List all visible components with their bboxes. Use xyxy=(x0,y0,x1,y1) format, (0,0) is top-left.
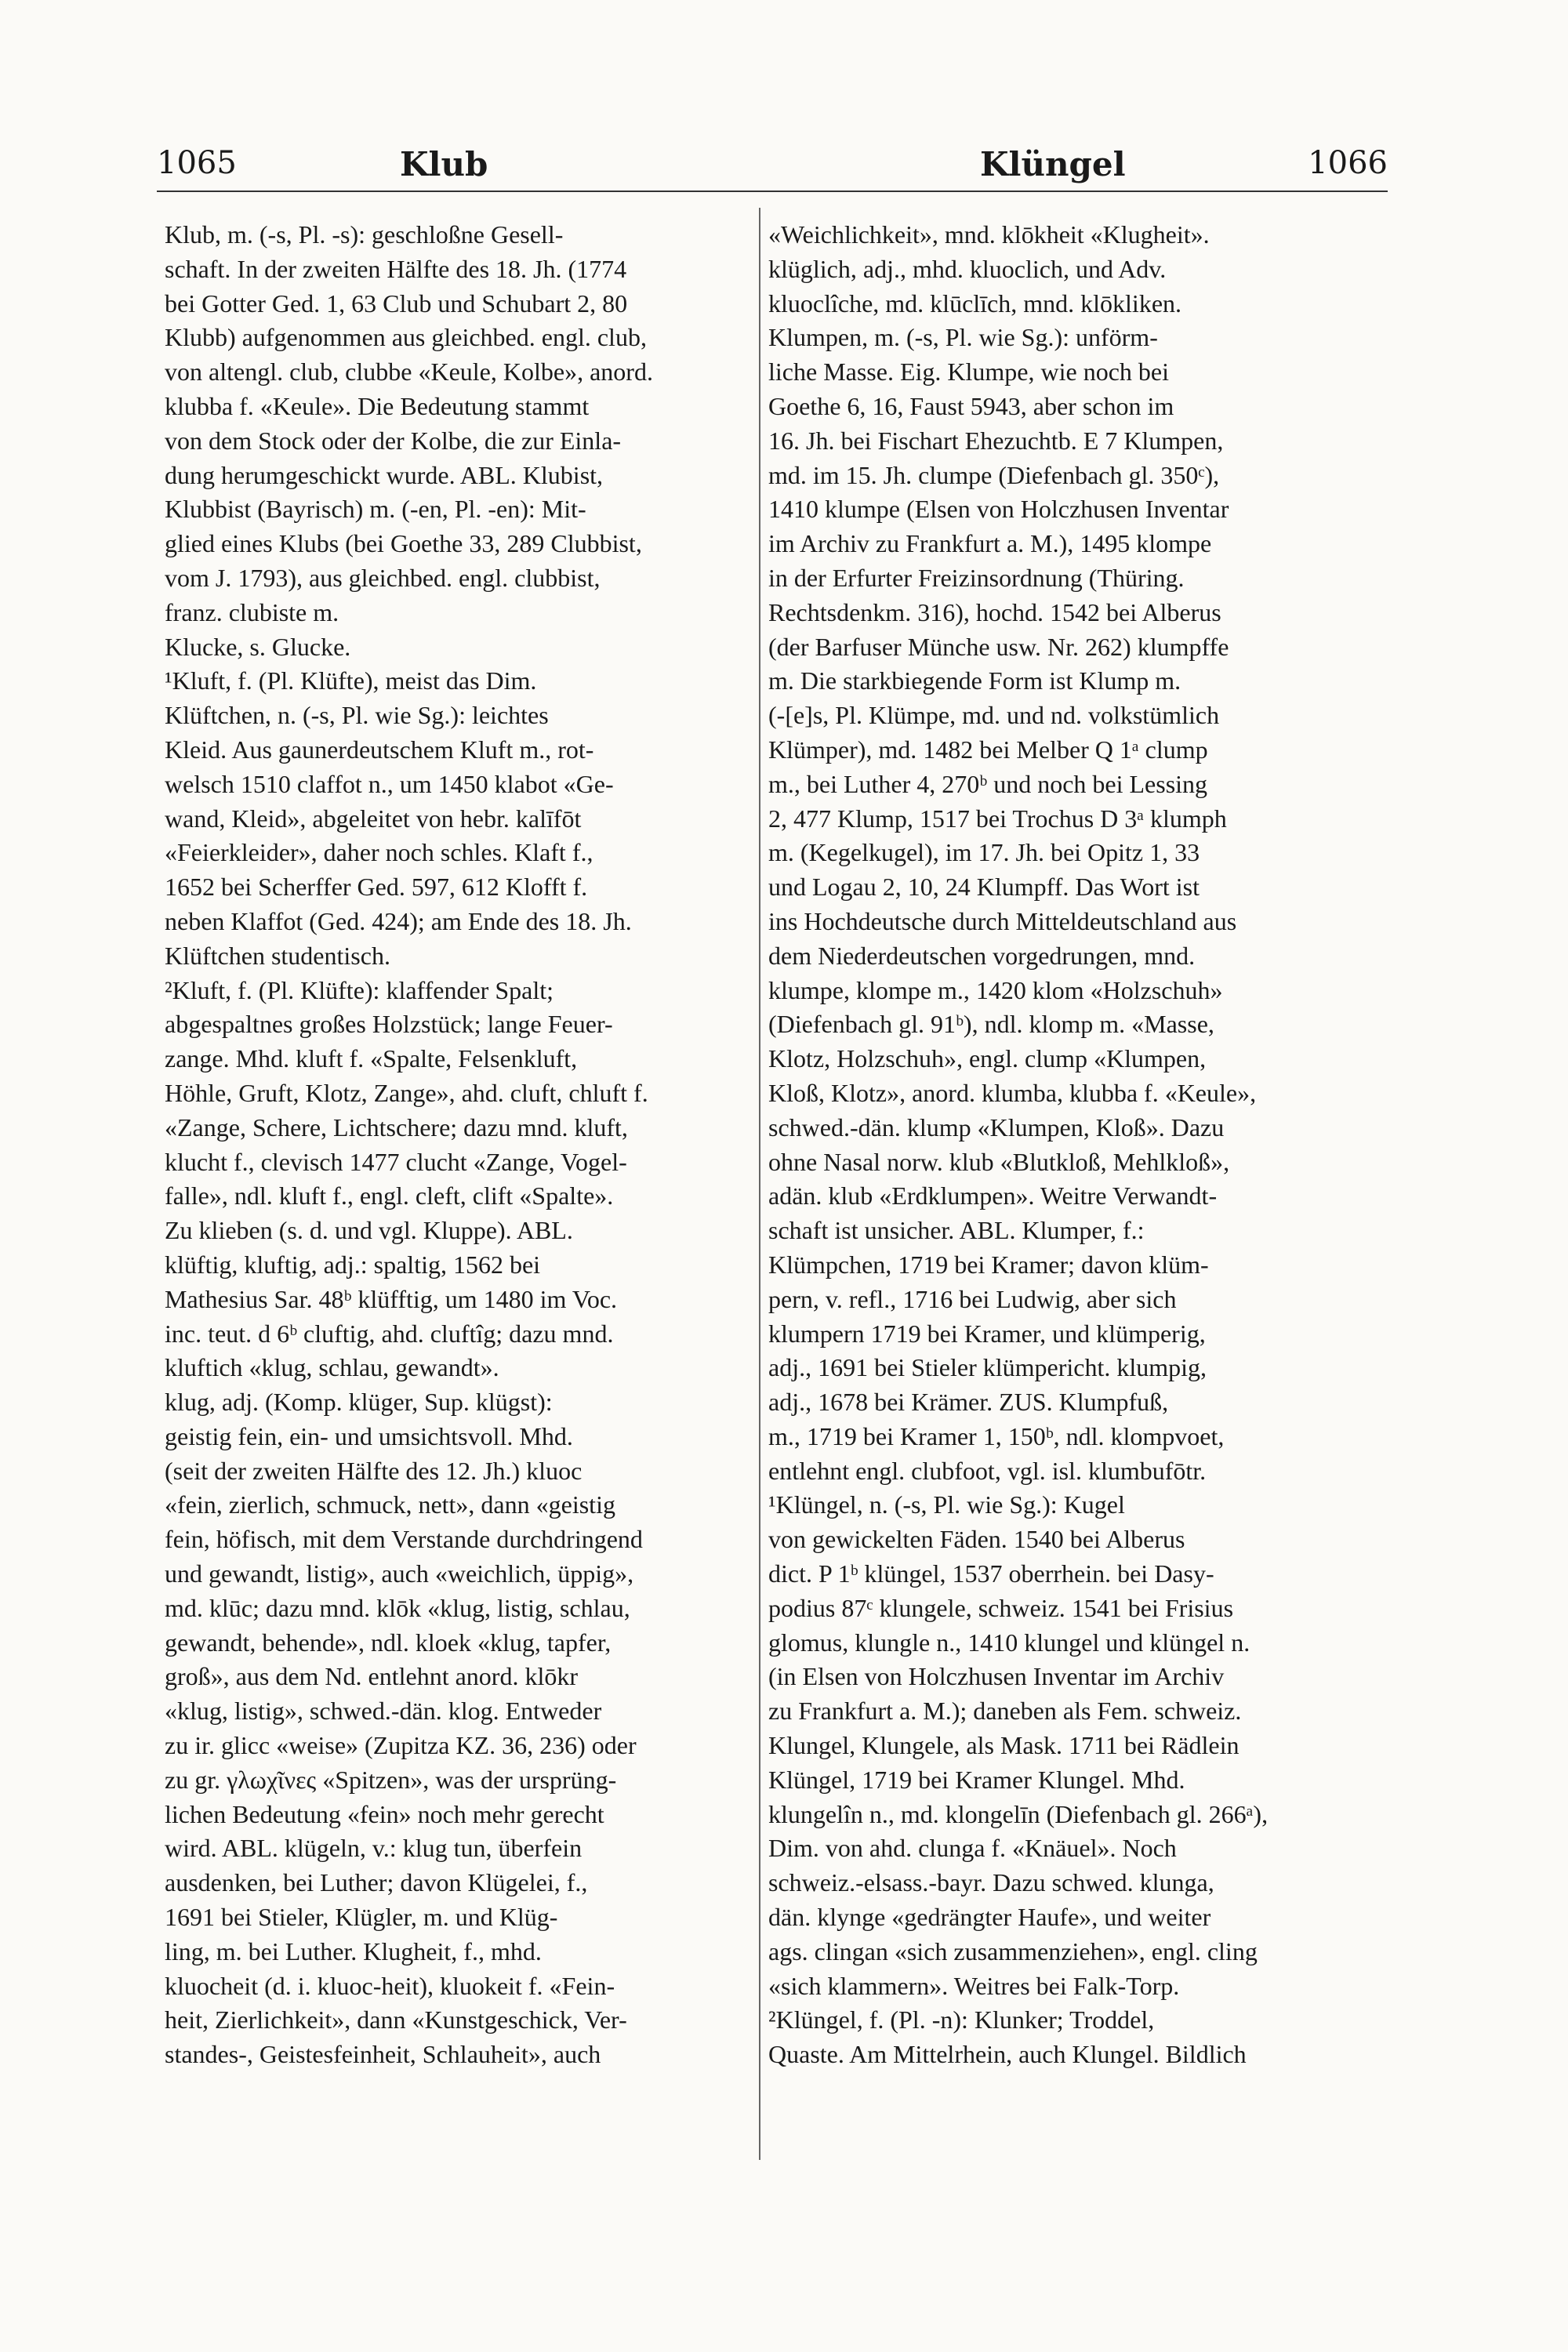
text-line: gewandt, behende», ndl. kloek «klug, tapfer, xyxy=(165,1628,612,1657)
text-line: ¹Kluft, f. (Pl. Klüfte), meist das Dim. xyxy=(165,666,537,695)
text-line: Klubbist (Bayrisch) m. (-en, Pl. -en): Mit- xyxy=(165,495,586,524)
text-line: md. klūc; dazu mnd. klōk «klug, listig, schlau, xyxy=(165,1593,630,1622)
text-line: Klümper), md. 1482 bei Melber Q 1ᵃ clump xyxy=(768,735,1208,764)
text-line: Zu klieben (s. d. und vgl. Kluppe). ABL. xyxy=(165,1216,573,1245)
text-line: (Diefenbach gl. 91ᵇ), ndl. klomp m. «Masse, xyxy=(768,1010,1214,1039)
text-line: zange. Mhd. kluft f. «Spalte, Felsenkluft, xyxy=(165,1044,578,1073)
text-line: franz. clubiste m. xyxy=(165,597,339,626)
text-line: wird. ABL. klügeln, v.: klug tun, überfein xyxy=(165,1834,583,1863)
text-line: dem Niederdeutschen vorgedrungen, mnd. xyxy=(768,941,1196,970)
text-line: klungelîn n., md. klongelīn (Diefenbach gl. 266ᵃ), xyxy=(768,1799,1269,1828)
text-line: ling, m. bei Luther. Klugheit, f., mhd. xyxy=(165,1936,542,1965)
text-line: und gewandt, listig», auch «weichlich, üppig», xyxy=(165,1559,634,1588)
text-line: «Feierkleider», daher noch schles. Klaft f., xyxy=(165,838,593,867)
text-line: Klumpen, m. (-s, Pl. wie Sg.): unförm- xyxy=(768,323,1158,352)
text-line: pern, v. refl., 1716 bei Ludwig, aber sich xyxy=(768,1284,1177,1313)
text-line: lichen Bedeutung «fein» noch mehr gerecht xyxy=(165,1799,604,1828)
text-line: dict. P 1ᵇ klüngel, 1537 oberrhein. bei Dasy- xyxy=(768,1559,1214,1588)
text-line: «klug, listig», schwed.-dän. klog. Entweder xyxy=(165,1697,602,1726)
text-line: und Logau 2, 10, 24 Klumpff. Das Wort ist xyxy=(768,873,1200,902)
text-line: von dem Stock oder der Kolbe, die zur Einla- xyxy=(165,426,622,455)
text-line: Klungel, Klungele, als Mask. 1711 bei Rädlein xyxy=(768,1731,1240,1760)
left-page-number: 1065 xyxy=(157,145,237,181)
text-line: m., 1719 bei Kramer 1, 150ᵇ, ndl. klompvoet, xyxy=(768,1421,1225,1450)
text-line: adj., 1678 bei Krämer. ZUS. Klumpfuß, xyxy=(768,1388,1169,1417)
text-line: ausdenken, bei Luther; davon Klügelei, f., xyxy=(165,1868,588,1897)
text-line: Kleid. Aus gaunerdeutschem Kluft m., rot- xyxy=(165,735,594,764)
column-divider xyxy=(759,208,760,2160)
text-line: ohne Nasal norw. klub «Blutkloß, Mehlkloß», xyxy=(768,1147,1230,1176)
text-line: groß», aus dem Nd. entlehnt anord. klōkr xyxy=(165,1662,578,1691)
text-line: zu ir. glicc «weise» (Zupitza KZ. 36, 236) oder xyxy=(165,1731,637,1760)
text-line: klubba f. «Keule». Die Bedeutung stammt xyxy=(165,391,590,420)
text-line: Kloß, Klotz», anord. klumba, klubba f. «Keule», xyxy=(768,1078,1257,1107)
text-line: klucht f., clevisch 1477 clucht «Zange, Vogel- xyxy=(165,1147,627,1176)
left-column xyxy=(165,218,743,2072)
text-line: zu Frankfurt a. M.); daneben als Fem. schweiz. xyxy=(768,1697,1242,1726)
text-line: (in Elsen von Holczhusen Inventar im Archiv xyxy=(768,1662,1225,1691)
text-line: 16. Jh. bei Fischart Ehezuchtb. E 7 Klumpen, xyxy=(768,426,1224,455)
text-line: Goethe 6, 16, Faust 5943, aber schon im xyxy=(768,391,1174,420)
text-line: ²Klüngel, f. (Pl. -n): Klunker; Troddel, xyxy=(768,2005,1155,2034)
text-line: abgespaltnes großes Holzstück; lange Feuer- xyxy=(165,1010,613,1039)
text-line: schweiz.-elsass.-bayr. Dazu schwed. klunga, xyxy=(768,1868,1214,1897)
text-line: Klubb) aufgenommen aus gleichbed. engl. club, xyxy=(165,323,647,352)
text-line: klüftig, kluftig, adj.: spaltig, 1562 bei xyxy=(165,1250,541,1279)
text-line: adj., 1691 bei Stieler klümpericht. klumpig, xyxy=(768,1353,1207,1382)
text-line: wand, Kleid», abgeleitet von hebr. kalīfōt xyxy=(165,804,582,833)
page-header xyxy=(157,129,1388,184)
text-line: «fein, zierlich, schmuck, nett», dann «geistig xyxy=(165,1490,615,1519)
right-column xyxy=(768,218,1347,2072)
text-line: kluftich «klug, schlau, gewandt». xyxy=(165,1353,499,1382)
text-line: glied eines Klubs (bei Goethe 33, 289 Clubbist, xyxy=(165,529,642,558)
text-line: vom J. 1793), aus gleichbed. engl. clubbist, xyxy=(165,563,601,592)
text-line: geistig fein, ein- und umsichtsvoll. Mhd. xyxy=(165,1421,573,1450)
text-line: kluoclîche, md. klūclīch, mnd. klōkliken. xyxy=(768,289,1182,318)
text-line: m. Die starkbiegende Form ist Klump m. xyxy=(768,666,1181,695)
text-line: ags. clingan «sich zusammenziehen», engl. cling xyxy=(768,1936,1258,1965)
text-line: inc. teut. d 6ᵇ cluftig, ahd. cluftîg; dazu mnd. xyxy=(165,1319,614,1348)
text-line: im Archiv zu Frankfurt a. M.), 1495 klompe xyxy=(768,529,1212,558)
text-line: «Weichlichkeit», mnd. klōkheit «Klugheit». xyxy=(768,220,1210,249)
text-line: bei Gotter Ged. 1, 63 Club und Schubart 2, 80 xyxy=(165,289,628,318)
text-line: Klotz, Holzschuh», engl. clump «Klumpen, xyxy=(768,1044,1207,1073)
text-line: m. (Kegelkugel), im 17. Jh. bei Opitz 1, 33 xyxy=(768,838,1200,867)
text-line: standes-, Geistesfeinheit, Schlauheit», auch xyxy=(165,2040,601,2069)
text-line: klüglich, adj., mhd. kluoclich, und Adv. xyxy=(768,254,1167,283)
text-line: falle», ndl. kluft f., engl. cleft, clift «Spalte». xyxy=(165,1181,614,1210)
header-rule xyxy=(157,191,1388,192)
text-line: klumpern 1719 bei Kramer, und klümperig, xyxy=(768,1319,1206,1348)
text-line: welsch 1510 claffot n., um 1450 klabot «Ge- xyxy=(165,769,614,798)
text-line: podius 87ᶜ klungele, schweiz. 1541 bei Frisius xyxy=(768,1593,1234,1622)
text-line: «Zange, Schere, Lichtschere; dazu mnd. kluft, xyxy=(165,1112,628,1142)
text-line: klumpe, klompe m., 1420 klom «Holzschuh» xyxy=(768,975,1223,1004)
text-line: (seit der zweiten Hälfte des 12. Jh.) kluoc xyxy=(165,1456,583,1485)
text-line: adän. klub «Erdklumpen». Weitre Verwandt- xyxy=(768,1181,1218,1210)
text-line: fein, höfisch, mit dem Verstande durchdringend xyxy=(165,1525,643,1554)
text-line: 2, 477 Klump, 1517 bei Trochus D 3ᵃ klumph xyxy=(768,804,1227,833)
text-line: Quaste. Am Mittelrhein, auch Klungel. Bildlich xyxy=(768,2040,1247,2069)
text-line: Klüftchen, n. (-s, Pl. wie Sg.): leichtes xyxy=(165,701,549,730)
text-line: von altengl. club, clubbe «Keule, Kolbe», anord. xyxy=(165,358,653,387)
text-line: Klüftchen studentisch. xyxy=(165,941,390,970)
text-line: Höhle, Gruft, Klotz, Zange», ahd. cluft, chluft f. xyxy=(165,1078,648,1107)
text-line: 1410 klumpe (Elsen von Holczhusen Inventar xyxy=(768,495,1229,524)
right-page-number: 1066 xyxy=(1308,145,1388,181)
text-line: neben Klaffot (Ged. 424); am Ende des 18. Jh. xyxy=(165,906,632,935)
text-line: in der Erfurter Freizinsordnung (Thüring. xyxy=(768,563,1185,592)
text-line: ¹Klüngel, n. (-s, Pl. wie Sg.): Kugel xyxy=(768,1490,1125,1519)
text-line: schwed.-dän. klump «Klumpen, Kloß». Dazu xyxy=(768,1112,1225,1142)
text-line: Klucke, s. Glucke. xyxy=(165,632,351,661)
left-running-head: Klub xyxy=(400,145,488,183)
text-line: (der Barfuser Münche usw. Nr. 262) klumpffe xyxy=(768,632,1229,661)
text-line: glomus, klungle n., 1410 klungel und klüngel n. xyxy=(768,1628,1250,1657)
text-line: liche Masse. Eig. Klumpe, wie noch bei xyxy=(768,358,1169,387)
text-line: dung herumgeschickt wurde. ABL. Klubist, xyxy=(165,460,604,489)
text-line: dän. klynge «gedrängter Haufe», und weiter xyxy=(768,1903,1211,1932)
text-line: zu gr. γλωχῖνες «Spitzen», was der ursprüng- xyxy=(165,1765,617,1794)
right-running-head: Klüngel xyxy=(980,145,1126,183)
text-line: kluocheit (d. i. kluoc-heit), kluokeit f. «Fein- xyxy=(165,1971,615,2000)
text-line: «sich klammern». Weitres bei Falk-Torp. xyxy=(768,1971,1180,2000)
text-line: Klümpchen, 1719 bei Kramer; davon klüm- xyxy=(768,1250,1209,1279)
text-line: 1691 bei Stieler, Klügler, m. und Klüg- xyxy=(165,1903,558,1932)
text-line: 1652 bei Scherffer Ged. 597, 612 Klofft f. xyxy=(165,873,588,902)
text-line: schaft ist unsicher. ABL. Klumper, f.: xyxy=(768,1216,1145,1245)
text-line: Dim. von ahd. clunga f. «Knäuel». Noch xyxy=(768,1834,1177,1863)
text-line: (-[e]s, Pl. Klümpe, md. und nd. volkstümlich xyxy=(768,701,1220,730)
text-line: m., bei Luther 4, 270ᵇ und noch bei Lessing xyxy=(768,769,1208,798)
text-line: Mathesius Sar. 48ᵇ klüfftig, um 1480 im Voc. xyxy=(165,1284,618,1313)
text-line: ins Hochdeutsche durch Mitteldeutschland aus xyxy=(768,906,1237,935)
text-line: heit, Zierlichkeit», dann «Kunstgeschick, Ver- xyxy=(165,2005,627,2034)
text-line: entlehnt engl. clubfoot, vgl. isl. klumbufōtr. xyxy=(768,1456,1207,1485)
text-line: von gewickelten Fäden. 1540 bei Alberus xyxy=(768,1525,1185,1554)
text-line: md. im 15. Jh. clumpe (Diefenbach gl. 350ᶜ), xyxy=(768,460,1220,489)
text-line: Rechtsdenkm. 316), hochd. 1542 bei Alberus xyxy=(768,597,1221,626)
text-line: schaft. In der zweiten Hälfte des 18. Jh. (1774 xyxy=(165,254,627,283)
text-line: Klub, m. (-s, Pl. -s): geschloßne Gesell- xyxy=(165,220,564,249)
text-line: ²Kluft, f. (Pl. Klüfte): klaffender Spalt; xyxy=(165,975,554,1004)
text-line: klug, adj. (Komp. klüger, Sup. klügst): xyxy=(165,1388,553,1417)
text-line: Klüngel, 1719 bei Kramer Klungel. Mhd. xyxy=(768,1765,1185,1794)
